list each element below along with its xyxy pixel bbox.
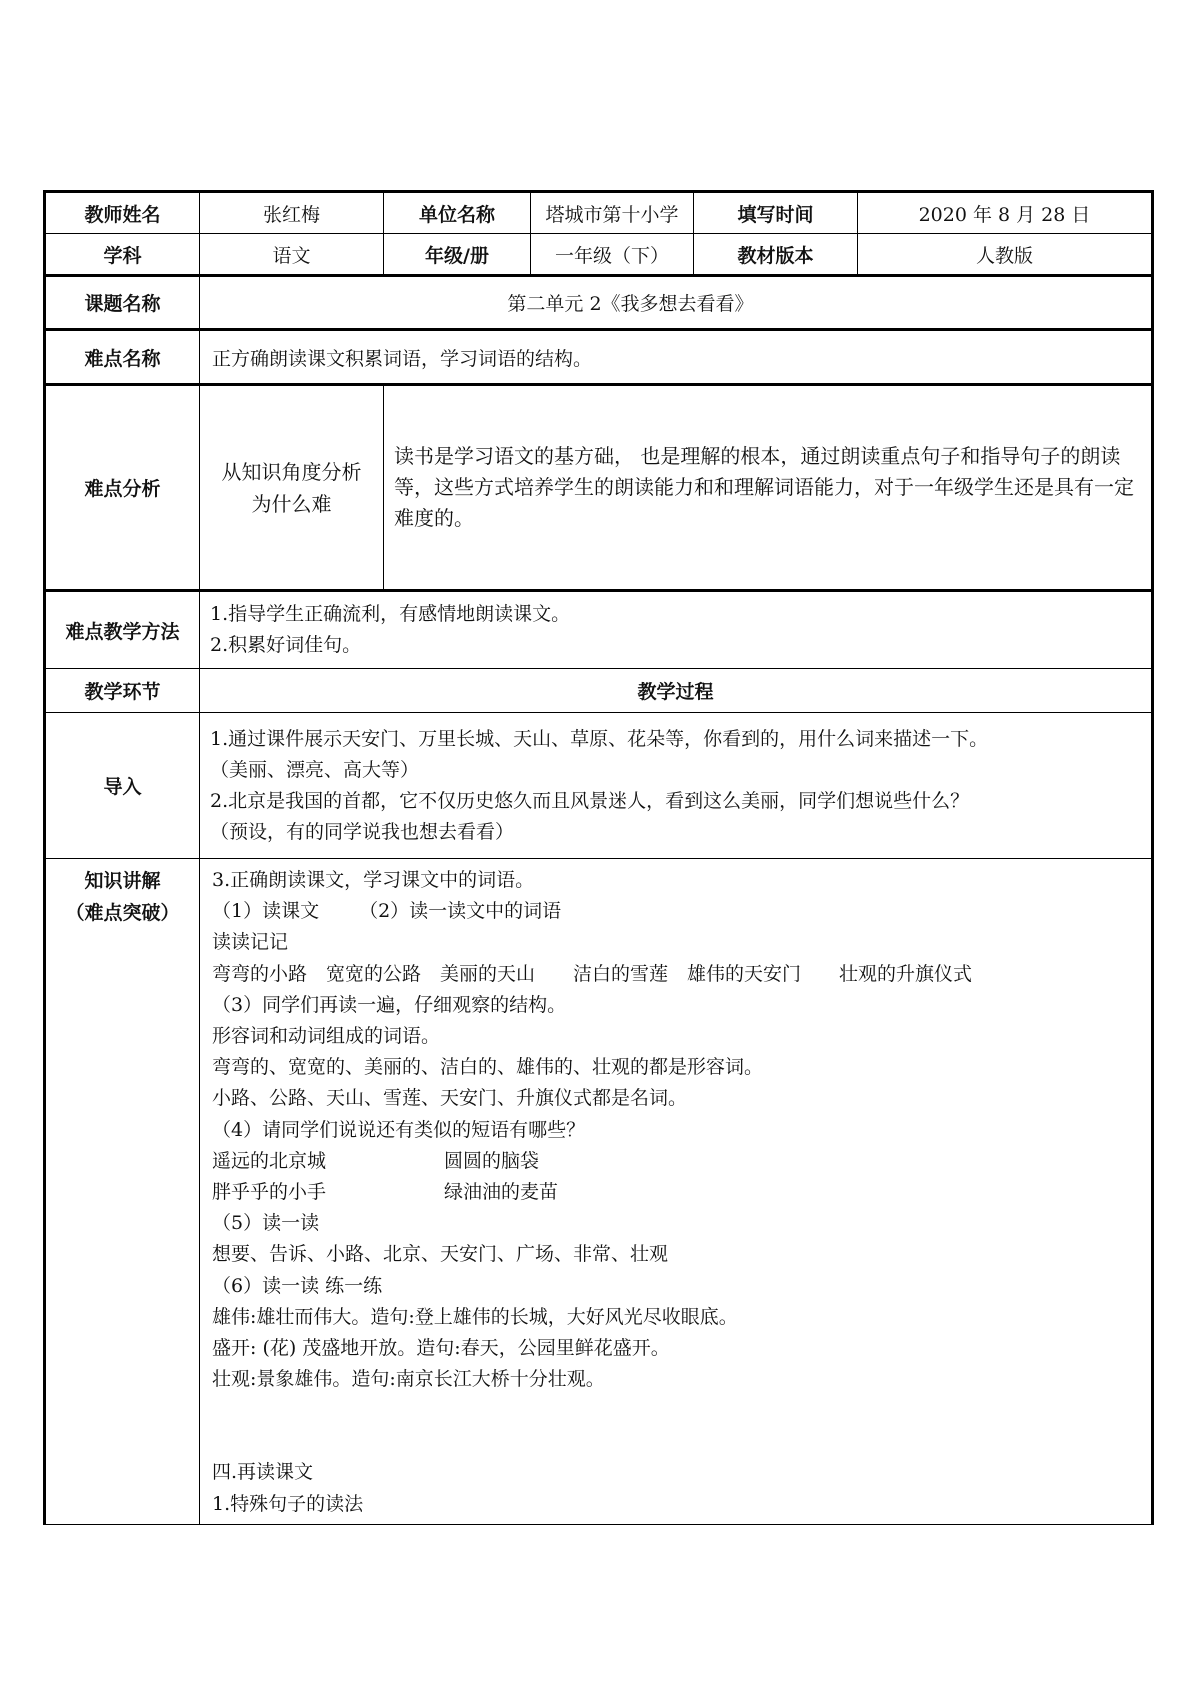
knowledge-line-05: （3）同学们再读一遍，仔细观察的结构。 bbox=[212, 993, 567, 1016]
knowledge-line-14: （6）读一读 练一练 bbox=[212, 1274, 383, 1297]
knowledge-line-02 bbox=[212, 896, 1139, 927]
textbook-value: 人教版 bbox=[858, 234, 1153, 276]
knowledge-line-10b: 圆圆的脑袋 bbox=[444, 1149, 540, 1172]
knowledge-line-04: 弯弯的小路 宽宽的公路 美丽的天山 洁白的雪莲 雄伟的天安门 壮观的升旗仪式 bbox=[212, 962, 973, 985]
intro-row bbox=[45, 713, 1153, 859]
process-label: 教学环节 bbox=[45, 669, 200, 713]
knowledge-line-03: 读读记记 bbox=[212, 931, 289, 954]
subject-value: 语文 bbox=[200, 234, 384, 276]
difficulty-row bbox=[45, 330, 1153, 385]
intro-line-4: （预设，有的同学说我也想去看看） bbox=[210, 820, 515, 843]
unit-label: 单位名称 bbox=[384, 192, 531, 234]
knowledge-line-15: 雄伟:雄壮而伟大。造句:登上雄伟的长城，大好风光尽收眼底。 bbox=[212, 1305, 738, 1328]
method-content bbox=[200, 591, 1153, 669]
knowledge-line-11b: 绿油油的麦苗 bbox=[444, 1181, 559, 1204]
knowledge-line-19: 1.特殊句子的读法 bbox=[212, 1492, 364, 1515]
teacher-label: 教师姓名 bbox=[45, 192, 200, 234]
grade-label: 年级/册 bbox=[384, 234, 531, 276]
date-value: 2020 年 8 月 28 日 bbox=[858, 192, 1153, 234]
knowledge-line-13: 想要、告诉、小路、北京、天安门、广场、非常、壮观 bbox=[212, 1243, 669, 1266]
textbook-label: 教材版本 bbox=[694, 234, 858, 276]
intro-line-3: 2.北京是我国的首都，它不仅历史悠久而且风景迷人，看到这么美丽，同学们想说些什么？ bbox=[210, 789, 970, 812]
method-label: 难点教学方法 bbox=[45, 591, 200, 669]
knowledge-line-12: （5）读一读 bbox=[212, 1212, 320, 1235]
knowledge-line-17: 壮观:景象雄伟。造句:南京长江大桥十分壮观。 bbox=[212, 1368, 605, 1391]
difficulty-label: 难点名称 bbox=[45, 330, 200, 385]
difficulty-value: 正方确朗读课文积累词语，学习词语的结构。 bbox=[200, 330, 1153, 385]
knowledge-line-02b: （2）读一读文中的词语 bbox=[359, 900, 562, 923]
intro-content bbox=[200, 713, 1153, 859]
knowledge-line-11 bbox=[212, 1177, 1139, 1208]
analysis-sub-label: 从知识角度分析为什么难 bbox=[200, 385, 384, 591]
knowledge-line-11a: 胖乎乎的小手 bbox=[212, 1181, 327, 1204]
process-header-row bbox=[45, 669, 1153, 713]
method-row bbox=[45, 591, 1153, 669]
knowledge-line-09: （4）请同学们说说还有类似的短语有哪些？ bbox=[212, 1118, 586, 1141]
analysis-value: 读书是学习语文的基方础， 也是理解的根本，通过朗读重点句子和指导句子的朗读等，这些方式培养学生的朗读能力和和理解词语能力，对于一年级学生还是具有一定难度的。 bbox=[384, 385, 1153, 591]
info-row-2 bbox=[45, 234, 1153, 276]
info-row-1 bbox=[45, 192, 1153, 234]
knowledge-line-02a: （1）读课文 bbox=[212, 900, 320, 923]
knowledge-line-08: 小路、公路、天山、雪莲、天安门、升旗仪式都是名词。 bbox=[212, 1087, 688, 1110]
knowledge-line-10 bbox=[212, 1146, 1139, 1177]
knowledge-line-06: 形容词和动词组成的词语。 bbox=[212, 1025, 441, 1048]
knowledge-content bbox=[200, 859, 1153, 1525]
method-line-2: 2.积累好词佳句。 bbox=[210, 634, 362, 656]
date-label: 填写时间 bbox=[694, 192, 858, 234]
intro-line-2: （美丽、漂亮、高大等） bbox=[210, 758, 420, 781]
unit-value: 塔城市第十小学 bbox=[531, 192, 694, 234]
knowledge-line-01: 3.正确朗读课文，学习课文中的词语。 bbox=[212, 869, 535, 891]
knowledge-line-07: 弯弯的、宽宽的、美丽的、洁白的、雄伟的、壮观的都是形容词。 bbox=[212, 1056, 764, 1079]
knowledge-line-18: 四.再读课文 bbox=[212, 1461, 314, 1484]
knowledge-spacer bbox=[212, 1395, 1139, 1457]
knowledge-label-line-1: 知识讲解 bbox=[84, 870, 161, 892]
analysis-label: 难点分析 bbox=[45, 385, 200, 591]
process-title: 教学过程 bbox=[200, 669, 1153, 713]
intro-label: 导入 bbox=[45, 713, 200, 859]
grade-value: 一年级（下） bbox=[531, 234, 694, 276]
teacher-value: 张红梅 bbox=[200, 192, 384, 234]
knowledge-row bbox=[45, 859, 1153, 1525]
lesson-plan-table bbox=[43, 190, 1154, 1525]
intro-line-1: 1.通过课件展示天安门、万里长城、天山、草原、花朵等，你看到的，用什么词来描述一下。 bbox=[210, 727, 989, 750]
topic-row bbox=[45, 276, 1153, 330]
method-line-1: 1.指导学生正确流利，有感情地朗读课文。 bbox=[210, 603, 571, 625]
topic-label: 课题名称 bbox=[45, 276, 200, 330]
subject-label: 学科 bbox=[45, 234, 200, 276]
knowledge-label bbox=[45, 859, 200, 1525]
topic-value: 第二单元 2《我多想去看看》 bbox=[200, 276, 1153, 330]
knowledge-line-10a: 遥远的北京城 bbox=[212, 1149, 327, 1172]
analysis-row bbox=[45, 385, 1153, 591]
knowledge-line-16: 盛开: (花) 茂盛地开放。造句:春天，公园里鲜花盛开。 bbox=[212, 1337, 670, 1360]
knowledge-label-line-2: （难点突破） bbox=[65, 902, 180, 924]
